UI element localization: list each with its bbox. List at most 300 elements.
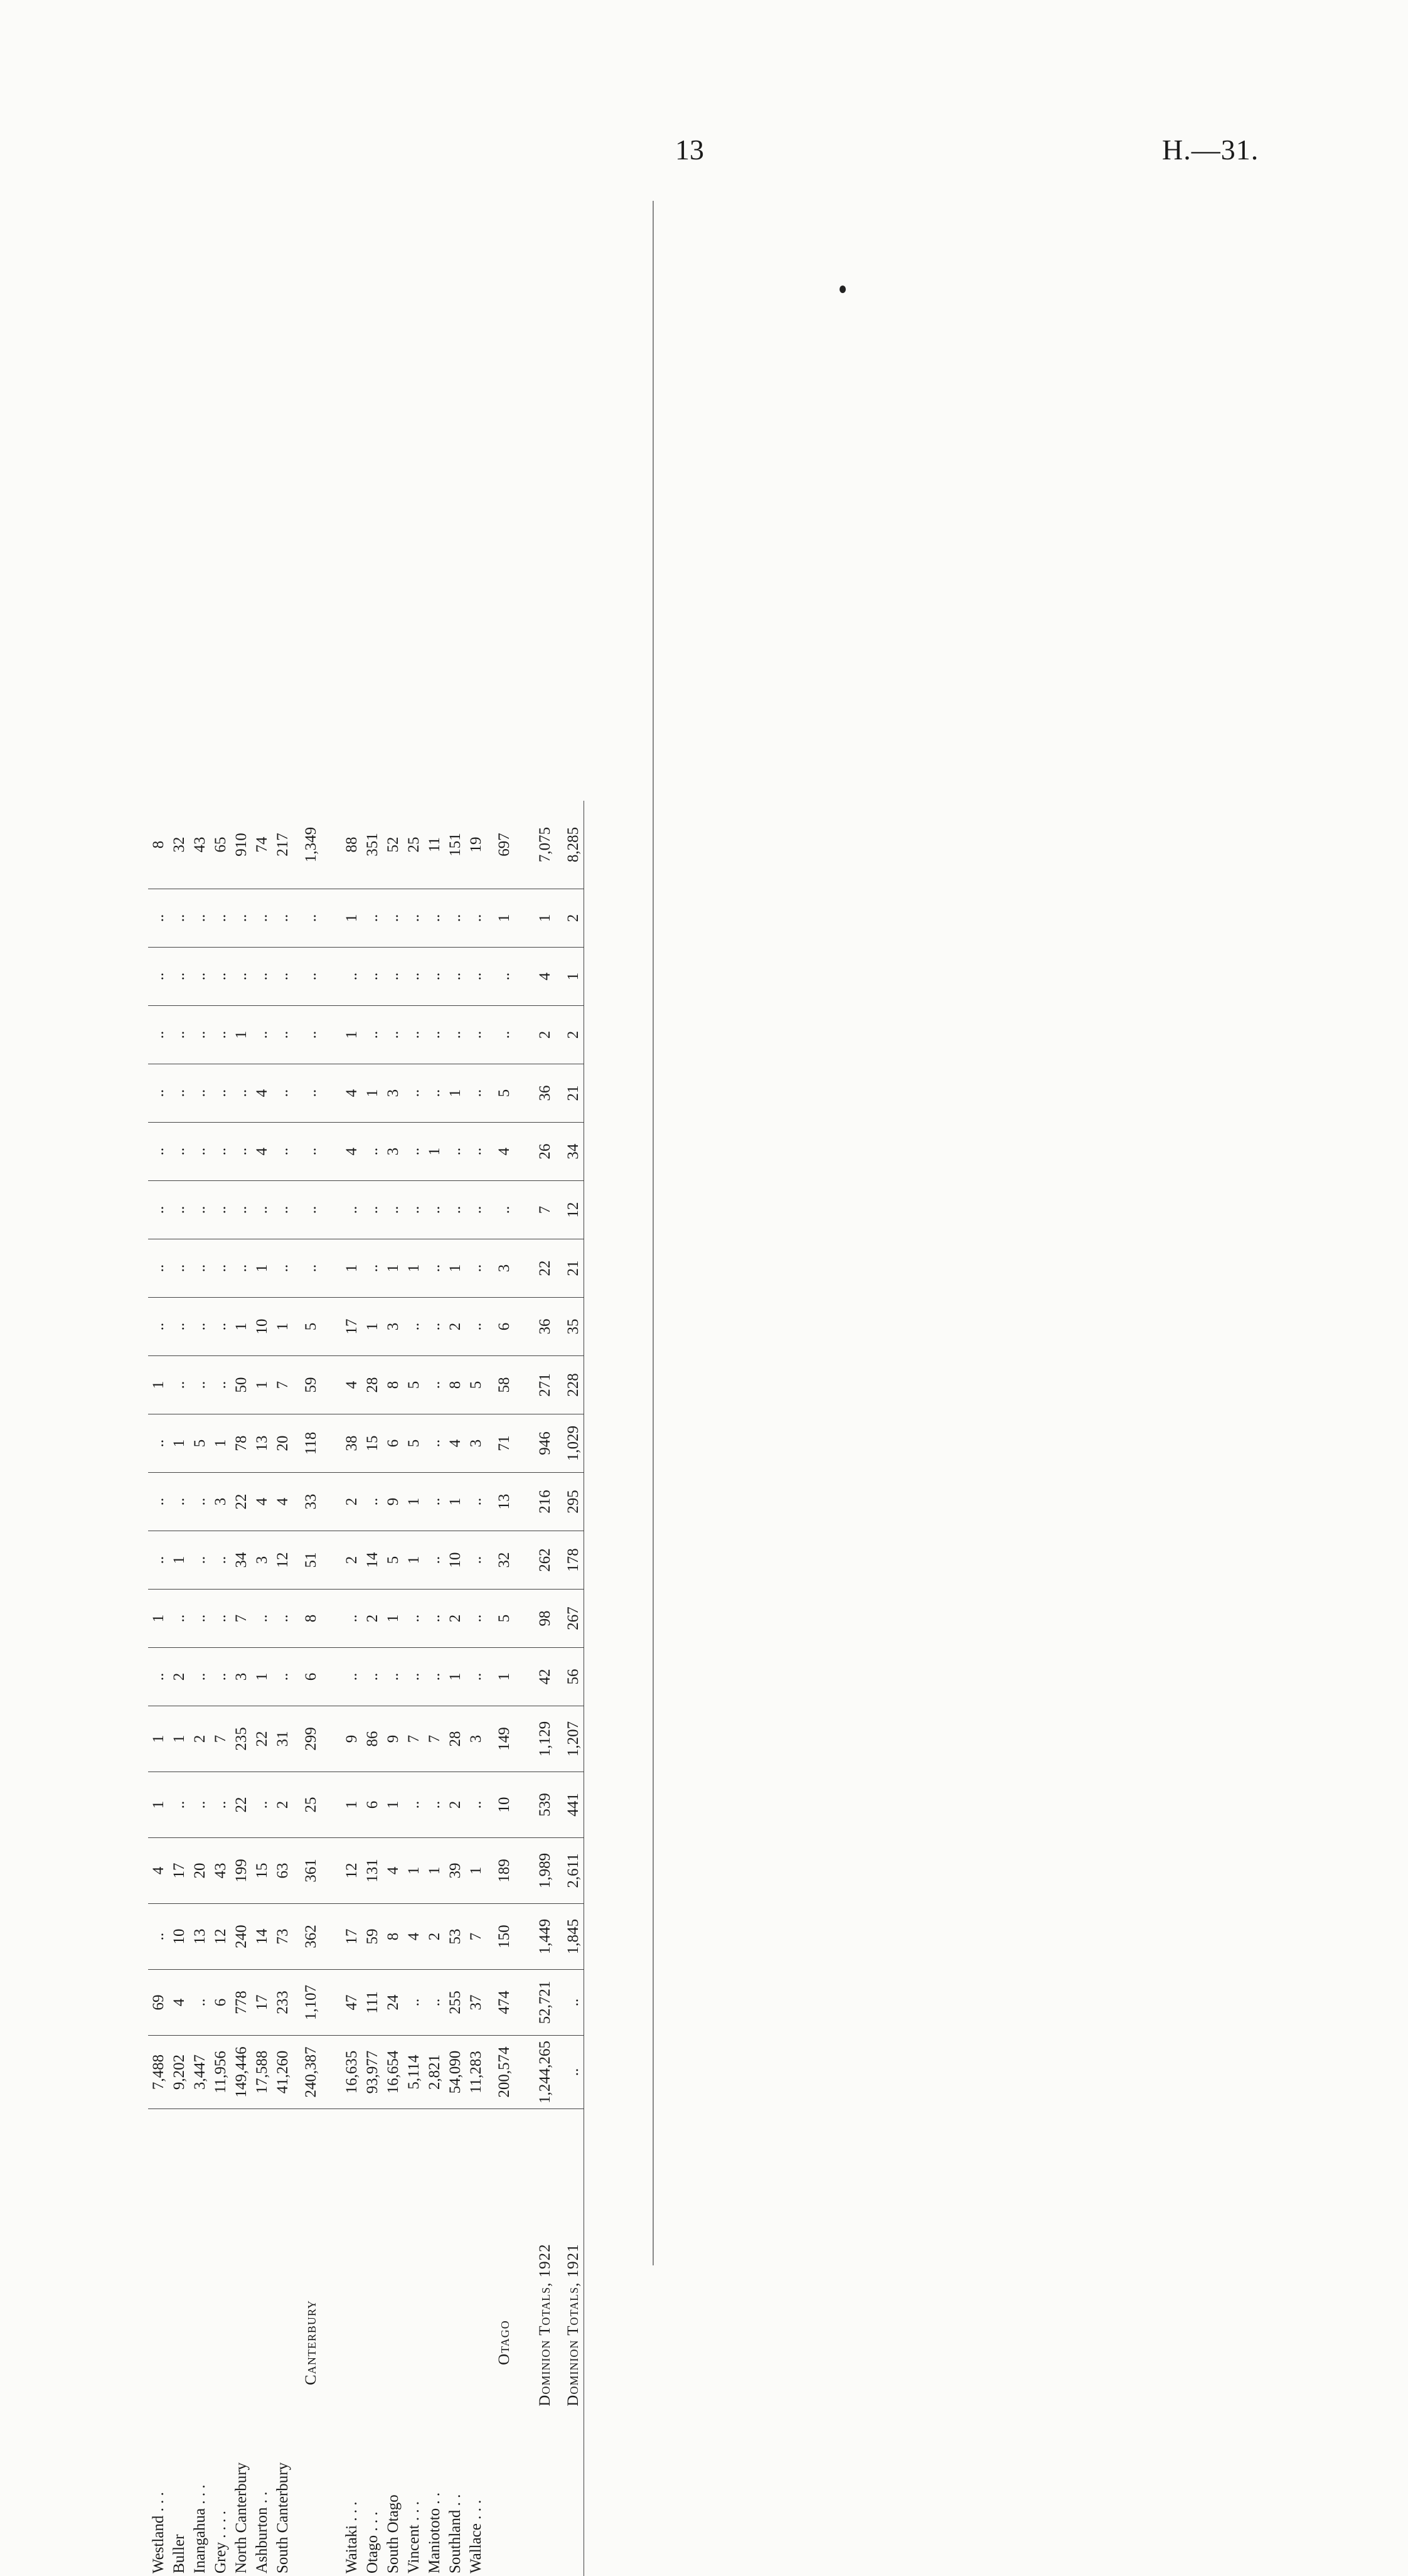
table-cell: ..: [466, 948, 486, 1006]
row-label: Dominion Totals, 1921: [563, 2109, 584, 2576]
table-cell: 2: [445, 1590, 466, 1648]
table-cell: 22: [535, 1239, 555, 1298]
table-cell: 93,977: [362, 2036, 383, 2109]
table-cell: 946: [535, 1414, 555, 1473]
table-cell: 15: [252, 1838, 272, 1904]
table-cell: ..: [210, 1123, 231, 1181]
table-cell: 1: [252, 1356, 272, 1414]
table-cell: 88: [341, 801, 362, 889]
table-cell: 2: [341, 1473, 362, 1531]
table-cell: ..: [189, 889, 210, 948]
row-spacer: [515, 801, 535, 2576]
table-cell: ..: [403, 1772, 424, 1838]
table-cell: 1,449: [535, 1904, 555, 1970]
table-cell: 7,075: [535, 801, 555, 889]
table-cell: 1: [466, 1838, 486, 1904]
table-cell: ..: [169, 1239, 189, 1298]
table-cell: ..: [403, 1298, 424, 1356]
table-cell: ..: [148, 1006, 169, 1064]
table-cell: ..: [424, 1064, 445, 1123]
table-cell: 5: [403, 1356, 424, 1414]
table-cell: ..: [424, 1356, 445, 1414]
table-cell: ..: [424, 1473, 445, 1531]
table-cell: 235: [231, 1706, 252, 1772]
table-cell: 4: [535, 948, 555, 1006]
table-cell: 33: [301, 1473, 321, 1531]
table-cell: 6: [210, 1970, 231, 2036]
table-cell: ..: [210, 1239, 231, 1298]
table-cell: 16,635: [341, 2036, 362, 2109]
table-cell: 13: [494, 1473, 515, 1531]
table-cell: 111: [362, 1970, 383, 2036]
table-cell: ..: [403, 1006, 424, 1064]
table-row: [424, 801, 445, 2576]
table-cell: 28: [445, 1706, 466, 1772]
table-cell: ..: [231, 1181, 252, 1239]
table-cell: ..: [210, 1181, 231, 1239]
table-cell: ..: [403, 889, 424, 948]
table-cell: ..: [494, 948, 515, 1006]
table-cell: ..: [210, 1298, 231, 1356]
table-row: [445, 801, 466, 2576]
table-cell: ..: [403, 1181, 424, 1239]
table-cell: ..: [148, 1239, 169, 1298]
table-cell: 54,090: [445, 2036, 466, 2109]
table-cell: ..: [189, 1239, 210, 1298]
table-cell: 1,845: [563, 1904, 584, 1970]
table-cell: ..: [466, 1473, 486, 1531]
table-cell: 22: [231, 1772, 252, 1838]
row-label: Canterbury: [301, 2109, 321, 2576]
table-cell: 1: [494, 1648, 515, 1706]
table-cell: ..: [301, 1006, 321, 1064]
table-cell: ..: [210, 1648, 231, 1706]
table-cell: ..: [341, 1648, 362, 1706]
table-cell: 1: [210, 1414, 231, 1473]
table-cell: 178: [563, 1531, 584, 1590]
table-cell: ..: [189, 1298, 210, 1356]
table-cell: 5: [383, 1531, 403, 1590]
table-cell: ..: [466, 1531, 486, 1590]
table-cell: 3: [494, 1239, 515, 1298]
table-cell: ..: [383, 1006, 403, 1064]
table-cell: 1: [403, 1531, 424, 1590]
table-cell: 1,129: [535, 1706, 555, 1772]
table-cell: 1: [535, 889, 555, 948]
table-cell: ..: [445, 889, 466, 948]
table-cell: 2: [563, 1006, 584, 1064]
table-cell: 12: [341, 1838, 362, 1904]
table-cell: 32: [494, 1531, 515, 1590]
table-cell: ..: [466, 1590, 486, 1648]
table-cell: 21: [563, 1064, 584, 1123]
table-cell: 8,285: [563, 801, 584, 889]
table-cell: ..: [148, 1298, 169, 1356]
table-cell: 240,387: [301, 2036, 321, 2109]
table-cell: 25: [403, 801, 424, 889]
table-cell: 21: [563, 1239, 584, 1298]
table-row: [231, 801, 252, 2576]
table-cell: 1,029: [563, 1414, 584, 1473]
table-cell: 697: [494, 801, 515, 889]
row-label: Waitaki . . .: [341, 2109, 362, 2576]
table-cell: ..: [301, 1239, 321, 1298]
table-cell: 362: [301, 1904, 321, 1970]
table-cell: ..: [189, 1531, 210, 1590]
table-cell: 7: [403, 1706, 424, 1772]
table-cell: ..: [403, 1590, 424, 1648]
row-label: Westland . . .: [148, 2109, 169, 2576]
table-cell: 151: [445, 801, 466, 889]
table-cell: 52: [383, 801, 403, 889]
table-cell: 8: [383, 1904, 403, 1970]
table-cell: 4: [341, 1123, 362, 1181]
table-cell: ..: [169, 1473, 189, 1531]
table-cell: 12: [210, 1904, 231, 1970]
table-cell: 7: [231, 1590, 252, 1648]
table-cell: ..: [301, 889, 321, 948]
table-cell: ..: [252, 1181, 272, 1239]
table-cell: ..: [403, 948, 424, 1006]
table-cell: ..: [362, 1648, 383, 1706]
table-cell: 2: [563, 889, 584, 948]
table-row: [362, 801, 383, 2576]
row-spacer: [293, 801, 301, 2576]
table-cell: 9: [341, 1706, 362, 1772]
table-cell: ..: [210, 889, 231, 948]
table-cell: 1: [231, 1006, 252, 1064]
table-cell: 1: [341, 1006, 362, 1064]
table-cell: ..: [189, 1006, 210, 1064]
table-cell: 22: [231, 1473, 252, 1531]
table-cell: 7: [272, 1356, 293, 1414]
table-cell: ..: [424, 1414, 445, 1473]
table-cell: ..: [231, 1064, 252, 1123]
table-cell: ..: [189, 1473, 210, 1531]
table-cell: ..: [383, 1181, 403, 1239]
table-cell: 10: [494, 1772, 515, 1838]
table-cell: ..: [424, 1970, 445, 2036]
table-cell: ..: [169, 1356, 189, 1414]
table-cell: 4: [169, 1970, 189, 2036]
table-cell: 31: [272, 1706, 293, 1772]
table-cell: ..: [466, 1181, 486, 1239]
table-cell: 63: [272, 1838, 293, 1904]
row-label: South Canterbury: [272, 2109, 293, 2576]
table-cell: ..: [466, 1239, 486, 1298]
statistics-table: [148, 801, 584, 2576]
table-cell: ..: [445, 1123, 466, 1181]
table-cell: 16,654: [383, 2036, 403, 2109]
table-cell: ..: [148, 1648, 169, 1706]
table-cell: ..: [301, 1181, 321, 1239]
subtotal-row: [301, 801, 321, 2576]
table-cell: 271: [535, 1356, 555, 1414]
ink-mark: [840, 286, 846, 293]
table-cell: 43: [189, 801, 210, 889]
table-cell: 38: [341, 1414, 362, 1473]
table-row: [403, 801, 424, 2576]
table-cell: ..: [466, 1123, 486, 1181]
table-cell: 8: [148, 801, 169, 889]
table-cell: 149: [494, 1706, 515, 1772]
table-cell: ..: [210, 1064, 231, 1123]
table-cell: 4: [494, 1123, 515, 1181]
table-cell: 1: [148, 1772, 169, 1838]
table-cell: 7: [210, 1706, 231, 1772]
table-cell: 13: [252, 1414, 272, 1473]
table-cell: ..: [169, 1298, 189, 1356]
table-cell: ..: [445, 948, 466, 1006]
row-label: Grey . . . .: [210, 2109, 231, 2576]
table-cell: 217: [272, 801, 293, 889]
table-cell: 9: [383, 1473, 403, 1531]
table-cell: ..: [362, 1006, 383, 1064]
table-cell: ..: [466, 1648, 486, 1706]
table-cell: ..: [189, 1356, 210, 1414]
table-cell: 4: [403, 1904, 424, 1970]
table-cell: 71: [494, 1414, 515, 1473]
table-cell: 78: [231, 1414, 252, 1473]
table-cell: ..: [252, 889, 272, 948]
table-cell: 262: [535, 1531, 555, 1590]
table-cell: 17: [341, 1904, 362, 1970]
table-cell: 267: [563, 1590, 584, 1648]
table-cell: 4: [272, 1473, 293, 1531]
table-cell: ..: [445, 1006, 466, 1064]
table-cell: 7: [466, 1904, 486, 1970]
table-cell: 910: [231, 801, 252, 889]
table-cell: 10: [169, 1904, 189, 1970]
table-cell: ..: [252, 1006, 272, 1064]
table-cell: 1: [445, 1239, 466, 1298]
table-cell: 42: [535, 1648, 555, 1706]
table-cell: 3: [383, 1123, 403, 1181]
table-cell: 6: [383, 1414, 403, 1473]
row-spacer: [486, 801, 494, 2576]
table-cell: ..: [210, 1356, 231, 1414]
table-cell: 1: [403, 1239, 424, 1298]
table-cell: 32: [169, 801, 189, 889]
table-cell: 6: [301, 1648, 321, 1706]
table-cell: 24: [383, 1970, 403, 2036]
table-cell: ..: [424, 1181, 445, 1239]
table-cell: 7: [535, 1181, 555, 1239]
table-row: [383, 801, 403, 2576]
table-cell: 35: [563, 1298, 584, 1356]
table-cell: 1: [341, 1239, 362, 1298]
table-cell: 3,447: [189, 2036, 210, 2109]
row-label: Maniototo . .: [424, 2109, 445, 2576]
table-cell: ..: [466, 889, 486, 948]
table-cell: ..: [403, 1123, 424, 1181]
table-cell: 6: [494, 1298, 515, 1356]
table-cell: 2: [169, 1648, 189, 1706]
table-cell: 5,114: [403, 2036, 424, 2109]
table-cell: ..: [272, 889, 293, 948]
table-cell: 43: [210, 1838, 231, 1904]
table-row: [341, 801, 362, 2576]
table-cell: ..: [445, 1181, 466, 1239]
table-cell: ..: [252, 1590, 272, 1648]
table-cell: 295: [563, 1473, 584, 1531]
table-cell: ..: [272, 1239, 293, 1298]
table-cell: ..: [301, 948, 321, 1006]
table-cell: ..: [383, 889, 403, 948]
table-cell: 17: [169, 1838, 189, 1904]
table-cell: ..: [189, 1181, 210, 1239]
table-cell: 1: [494, 889, 515, 948]
table-cell: 4: [252, 1064, 272, 1123]
table-cell: ..: [424, 1531, 445, 1590]
table-cell: 20: [189, 1838, 210, 1904]
table-cell: 1,349: [301, 801, 321, 889]
table-cell: 4: [341, 1064, 362, 1123]
table-cell: 9: [383, 1706, 403, 1772]
table-cell: ..: [494, 1181, 515, 1239]
table-cell: ..: [148, 1064, 169, 1123]
table-cell: ..: [189, 1772, 210, 1838]
table-cell: 3: [252, 1531, 272, 1590]
table-cell: 47: [341, 1970, 362, 2036]
table-row: [148, 801, 169, 2576]
table-cell: 10: [445, 1531, 466, 1590]
table-cell: 1: [169, 1531, 189, 1590]
table-cell: ..: [189, 1648, 210, 1706]
table-cell: 1,207: [563, 1706, 584, 1772]
table-row: [189, 801, 210, 2576]
table-cell: 199: [231, 1838, 252, 1904]
table-cell: ..: [169, 948, 189, 1006]
table-cell: 2: [189, 1706, 210, 1772]
table-cell: ..: [148, 1181, 169, 1239]
table-cell: ..: [210, 1772, 231, 1838]
page-number: 13: [675, 133, 704, 166]
table-cell: 3: [466, 1414, 486, 1473]
table-cell: ..: [231, 889, 252, 948]
table-cell: 39: [445, 1838, 466, 1904]
table-cell: 50: [231, 1356, 252, 1414]
table-cell: 14: [362, 1531, 383, 1590]
table-cell: 52,721: [535, 1970, 555, 2036]
table-cell: 1: [445, 1648, 466, 1706]
table-cell: 240: [231, 1904, 252, 1970]
table-cell: 3: [231, 1648, 252, 1706]
table-cell: 361: [301, 1838, 321, 1904]
table-cell: ..: [424, 889, 445, 948]
table-row: [272, 801, 293, 2576]
table-cell: 22: [252, 1706, 272, 1772]
table-cell: ..: [169, 1181, 189, 1239]
table-row: [466, 801, 486, 2576]
table-cell: 2: [272, 1772, 293, 1838]
table-cell: ..: [169, 1123, 189, 1181]
row-label: Inangahua . . .: [189, 2109, 210, 2576]
table-cell: ..: [466, 1064, 486, 1123]
table-cell: 1: [231, 1298, 252, 1356]
table-cell: 65: [210, 801, 231, 889]
row-label: Wallace . . .: [466, 2109, 486, 2576]
table-cell: ..: [252, 948, 272, 1006]
table-cell: 1: [403, 1473, 424, 1531]
table-cell: 150: [494, 1904, 515, 1970]
table-cell: 51: [301, 1531, 321, 1590]
table-cell: 1: [169, 1706, 189, 1772]
table-cell: ..: [362, 1181, 383, 1239]
table-cell: 13: [189, 1904, 210, 1970]
table-cell: ..: [189, 1970, 210, 2036]
table-cell: 1,244,265: [535, 2036, 555, 2109]
table-cell: 20: [272, 1414, 293, 1473]
table-cell: ..: [403, 1064, 424, 1123]
table-cell: 2: [445, 1772, 466, 1838]
table-cell: ..: [148, 948, 169, 1006]
table-cell: 37: [466, 1970, 486, 2036]
table-cell: 8: [383, 1356, 403, 1414]
table-cell: 3: [383, 1298, 403, 1356]
table-cell: ..: [210, 1590, 231, 1648]
table-cell: ..: [272, 1590, 293, 1648]
table-cell: ..: [424, 1590, 445, 1648]
table-cell: 149,446: [231, 2036, 252, 2109]
table-cell: 200,574: [494, 2036, 515, 2109]
row-label: Buller: [169, 2109, 189, 2576]
table-cell: ..: [189, 1064, 210, 1123]
table-cell: 36: [535, 1298, 555, 1356]
table-cell: ..: [272, 948, 293, 1006]
row-label: North Canterbury: [231, 2109, 252, 2576]
table-cell: 5: [403, 1414, 424, 1473]
table-cell: ..: [424, 1239, 445, 1298]
table-cell: 474: [494, 1970, 515, 2036]
table-cell: 1: [445, 1473, 466, 1531]
table-cell: ..: [383, 1648, 403, 1706]
table-cell: ..: [148, 1123, 169, 1181]
row-label: Ashburton . .: [252, 2109, 272, 2576]
table-cell: ..: [189, 1590, 210, 1648]
table-cell: 1,989: [535, 1838, 555, 1904]
row-label: Otago: [494, 2109, 515, 2576]
table-cell: ..: [272, 1648, 293, 1706]
table-cell: ..: [341, 1181, 362, 1239]
table-cell: 233: [272, 1970, 293, 2036]
table-cell: ..: [341, 1590, 362, 1648]
table-cell: 4: [252, 1123, 272, 1181]
table-cell: 1: [563, 948, 584, 1006]
table-cell: ..: [272, 1181, 293, 1239]
table-cell: ..: [210, 1531, 231, 1590]
table-cell: ..: [466, 1298, 486, 1356]
table-cell: ..: [362, 889, 383, 948]
table-cell: 1: [383, 1239, 403, 1298]
table-cell: 98: [535, 1590, 555, 1648]
table-cell: 1: [445, 1064, 466, 1123]
table-cell: 8: [445, 1356, 466, 1414]
table-cell: 5: [494, 1590, 515, 1648]
table-cell: ..: [403, 1970, 424, 2036]
table-cell: ..: [424, 1006, 445, 1064]
table-cell: 1: [383, 1590, 403, 1648]
row-spacer: [321, 801, 341, 2576]
table-cell: 74: [252, 801, 272, 889]
table-cell: 1: [341, 1772, 362, 1838]
table-cell: 189: [494, 1838, 515, 1904]
table-cell: ..: [563, 1970, 584, 2036]
table-cell: ..: [169, 1590, 189, 1648]
table-cell: ..: [169, 889, 189, 948]
table-cell: 441: [563, 1772, 584, 1838]
table-cell: ..: [494, 1006, 515, 1064]
